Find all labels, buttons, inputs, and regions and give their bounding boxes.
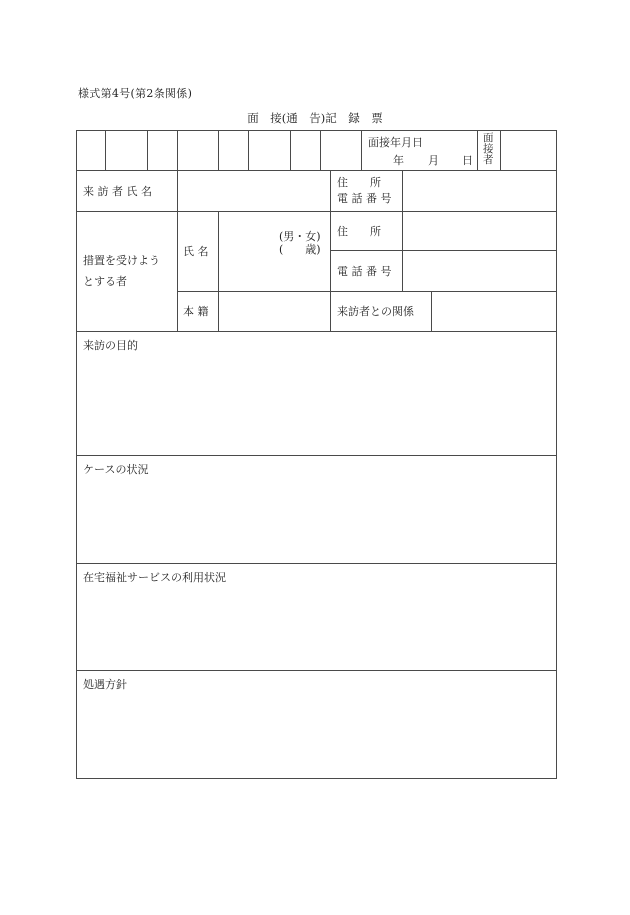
subject-address-label: 住 所 [337, 225, 381, 238]
purpose-label: 来訪の目的 [83, 339, 138, 352]
year-label: 年 [393, 154, 404, 167]
subject-section-label: 措置を受けよう とする者 [83, 254, 160, 288]
domicile-label: 本 籍 [183, 305, 209, 318]
domicile-field[interactable] [219, 292, 329, 330]
form-title: 面 接(通 告)記 録 票 [247, 111, 383, 125]
subject-address-field[interactable] [403, 212, 555, 249]
month-label: 月 [428, 154, 439, 167]
subject-name-label: 氏 名 [183, 245, 209, 258]
interviewer-label: 面 接 者 [483, 132, 494, 166]
purpose-field[interactable] [77, 355, 555, 454]
day-label: 日 [462, 154, 473, 167]
visitor-address-label: 住 所 [337, 176, 381, 189]
policy-field[interactable] [77, 694, 555, 777]
relation-label: 来訪者との関係 [337, 305, 414, 318]
policy-label: 処遇方針 [83, 678, 127, 691]
interview-date-label: 面接年月日 [368, 136, 423, 149]
welfare-usage-field[interactable] [77, 587, 555, 669]
visitor-name-label: 来 訪 者 氏 名 [83, 185, 152, 198]
visitor-phone-label: 電 話 番 号 [337, 192, 392, 205]
visitor-address-field[interactable] [403, 171, 555, 210]
sex-option: (男・女) [279, 230, 321, 243]
relation-field[interactable] [432, 292, 555, 330]
subject-phone-label: 電 話 番 号 [337, 265, 392, 278]
age-field: ( 歳) [279, 243, 321, 256]
case-status-field[interactable] [77, 479, 555, 562]
case-status-label: ケースの状況 [83, 463, 149, 476]
welfare-usage-label: 在宅福祉サービスの利用状況 [83, 571, 226, 584]
visitor-name-field[interactable] [178, 171, 329, 210]
form-number: 様式第4号(第2条関係) [78, 87, 193, 100]
subject-phone-field[interactable] [403, 251, 555, 290]
